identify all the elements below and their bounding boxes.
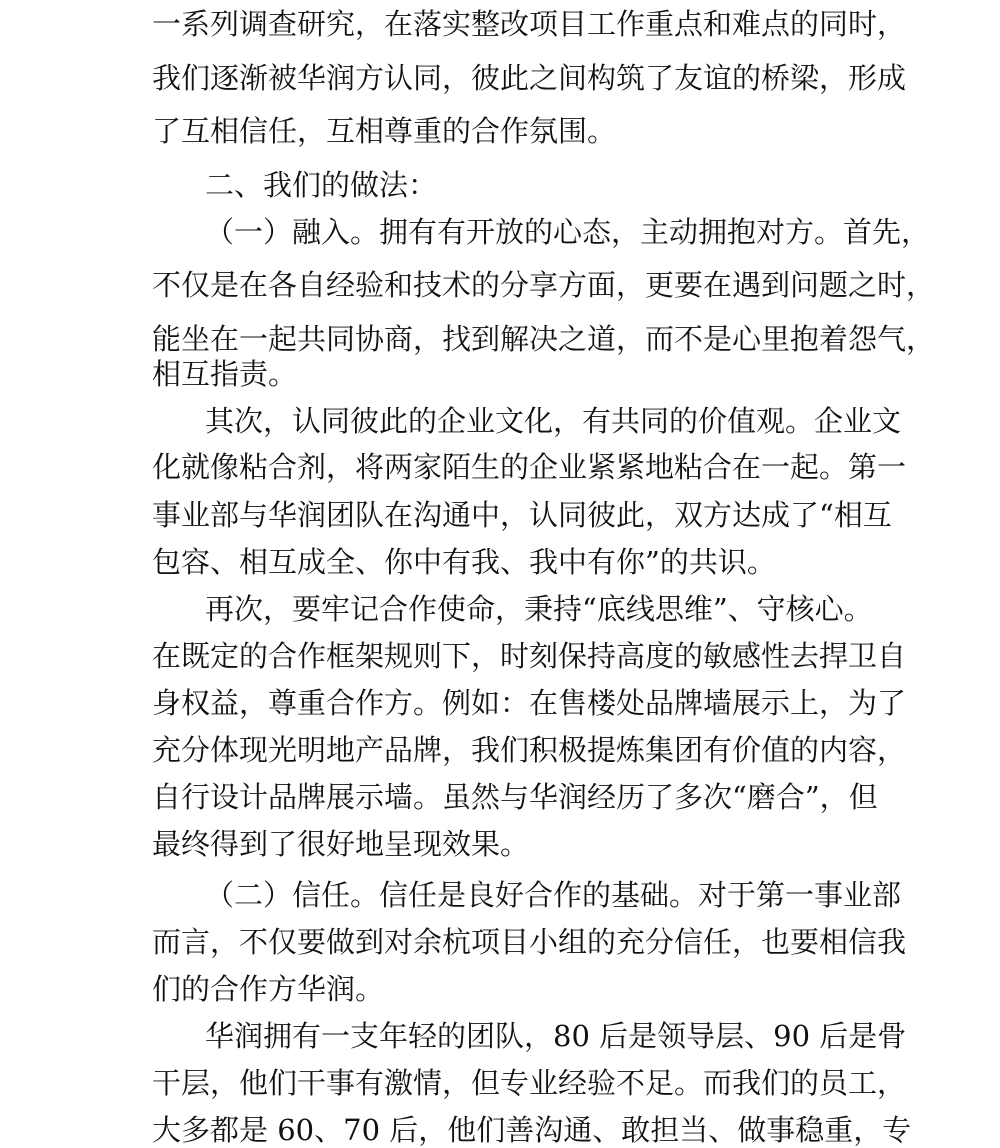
text-line: 包容、相互成全、你中有我、我中有你”的共识。 bbox=[152, 545, 776, 579]
text-line: 最终得到了很好地呈现效果。 bbox=[152, 827, 530, 861]
section-heading: 二、我们的做法： bbox=[205, 168, 438, 202]
text-line: （一）融入。拥有有开放的心态，主动拥抱对方。首先， bbox=[205, 215, 931, 249]
text-line: 其次，认同彼此的企业文化，有共同的价值观。企业文 bbox=[205, 404, 902, 438]
text-line: 而言，不仅要做到对余杭项目小组的充分信任，也要相信我 bbox=[152, 925, 907, 959]
text-line: 相互指责。 bbox=[152, 357, 298, 391]
text-line: 充分体现光明地产品牌，我们积极提炼集团有价值的内容， bbox=[152, 733, 907, 767]
text-line: 自行设计品牌展示墙。虽然与华润经历了多次“磨合”，但 bbox=[152, 780, 878, 814]
text-line: 不仅是在各自经验和技术的分享方面，更要在遇到问题之时， bbox=[152, 268, 936, 302]
text-line: 华润拥有一支年轻的团队，80 后是领导层、90 后是骨 bbox=[205, 1019, 907, 1053]
text-line: 了互相信任，互相尊重的合作氛围。 bbox=[152, 114, 617, 148]
text-line: 大多都是 60、70 后，他们善沟通、敢担当、做事稳重，专 bbox=[152, 1113, 912, 1147]
text-line: 我们逐渐被华润方认同，彼此之间构筑了友谊的桥梁，形成 bbox=[152, 61, 907, 95]
text-line: 在既定的合作框架规则下，时刻保持高度的敏感性去捍卫自 bbox=[152, 639, 907, 673]
text-line: 身权益，尊重合作方。例如：在售楼处品牌墙展示上，为了 bbox=[152, 686, 907, 720]
text-line: 们的合作方华润。 bbox=[152, 972, 385, 1006]
text-line: 一系列调查研究，在落实整改项目工作重点和难点的同时， bbox=[152, 7, 907, 41]
text-line: 再次，要牢记合作使命，秉持“底线思维”、守核心。 bbox=[205, 592, 873, 626]
text-line: 能坐在一起共同协商，找到解决之道，而不是心里抱着怨气， bbox=[152, 322, 936, 356]
text-line: 化就像粘合剂，将两家陌生的企业紧紧地粘合在一起。第一 bbox=[152, 450, 907, 484]
text-line: （二）信任。信任是良好合作的基础。对于第一事业部 bbox=[205, 878, 902, 912]
text-line: 事业部与华润团队在沟通中，认同彼此，双方达成了“相互 bbox=[152, 498, 892, 532]
text-line: 干层，他们干事有激情，但专业经验不足。而我们的员工， bbox=[152, 1066, 907, 1100]
